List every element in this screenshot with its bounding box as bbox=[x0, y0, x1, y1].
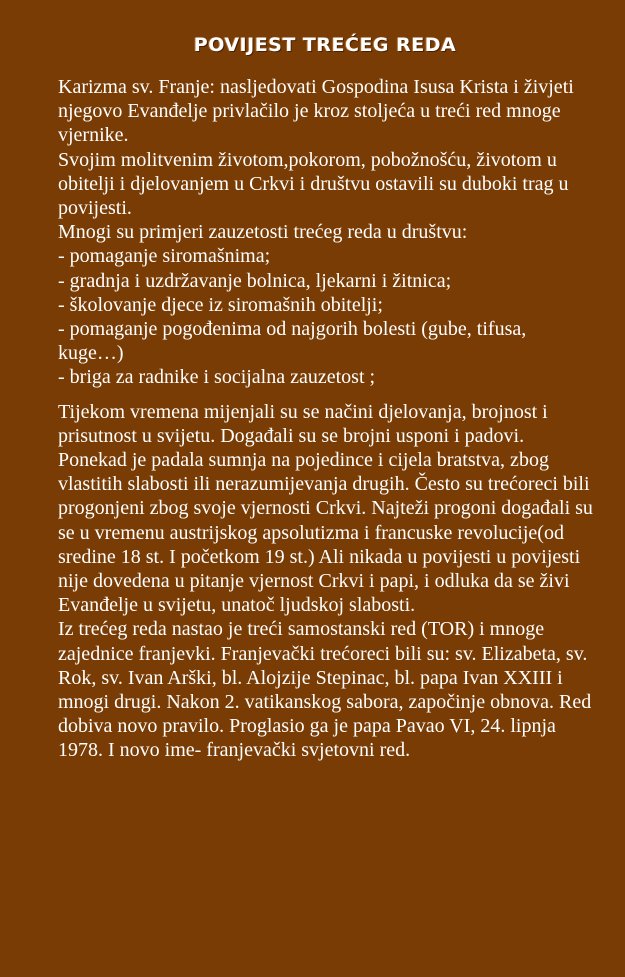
engagement-list bbox=[58, 244, 593, 389]
list-item: - gradnja i uzdržavanje bolnica, ljekarni i žitnica; bbox=[58, 269, 452, 292]
intro-paragraph-1: Karizma sv. Franje: nasljedovati Gospodina Isusa Krista i živjeti njegovo Evanđelje privlačilo je kroz stoljeća u treći red mnoge vjernike. bbox=[58, 76, 574, 147]
intro-paragraph-2: Svojim molitvenim životom,pokorom, pobožnošću, životom u obitelji i djelovanjem u Crkvi i društvu ostavili su duboki trag u povijesti. bbox=[58, 148, 569, 220]
list-item: - briga za radnike i socijalna zauzetost ; bbox=[58, 366, 376, 389]
page-title: POVIJEST TREĆEG REDA bbox=[193, 34, 457, 56]
list-item: - pomaganje pogođenima od najgorih bolesti (gube, tifusa, kuge…) bbox=[58, 318, 527, 365]
paragraph-spacer bbox=[58, 390, 593, 400]
intro-paragraph-3: Mnogi su primjeri zauzetosti trećeg reda u društvu: bbox=[58, 221, 468, 244]
document-body bbox=[58, 75, 593, 763]
list-item: - pomaganje siromašnima; bbox=[58, 245, 271, 268]
list-item: - školovanje djece iz siromašnih obitelji; bbox=[58, 293, 383, 316]
history-paragraph-2: Iz trećeg reda nastao je treći samostanski red (TOR) i mnoge zajednice franjevki. Franjevački trećoreci bili su: sv. Elizabeta, sv. Rok, sv. Ivan Arški, bl. Alojzije Stepinac, bl. papa Ivan XXIII i mnogi drugi. Nakon 2. vatikanskog sabora, započinje obnova. Red dobiva novo pravilo. Proglasio ga je papa Pavao VI, 24. lipnja 1978. I novo ime- franjevački svjetovni red. bbox=[58, 618, 592, 762]
history-paragraph-1: Tijekom vremena mijenjali su se načini djelovanja, brojnost i prisutnost u svijetu. Događali su se brojni usponi i padovi. Ponekad je padala sumnja na pojedince i cijela bratstva, zbog vlastitih slabosti ili nerazumijevanja drugih. Često su trećoreci bili progonjeni zbog svoje vjernosti Crkvi. Najteži progoni događali su se u vremenu austrijskog apsolutizma i francuske revolucije(od sredine 18 st. I početkom 19 st.) Ali nikada u povijesti u povijesti nije dovedena u pitanje vjernost Crkvi i papi, i odluka da se živi Evanđelje u svijetu, unatoč ljudskoj slabosti. bbox=[58, 400, 593, 617]
